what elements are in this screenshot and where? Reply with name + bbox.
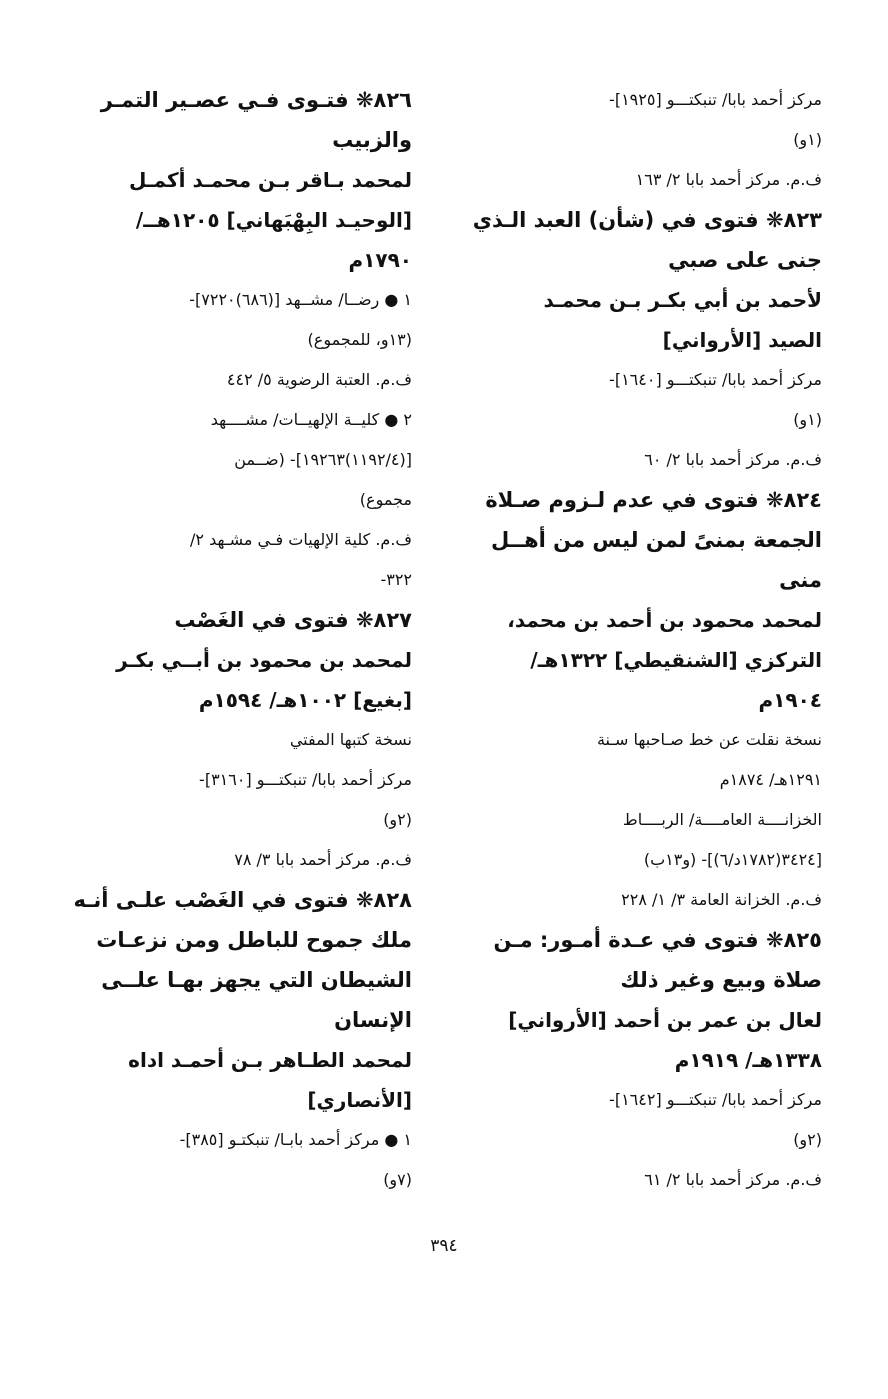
entry-author-line: ١٧٩٠م [348,248,412,272]
entry-author-line: [الوحيـد البِهْبَهاني] ١٢٠٥هــ/ [135,208,412,232]
entry-detail-line: مركز أحمد بابا/ تنبكتـــو [١٩٢٥]- [609,90,822,109]
entry-author-line: [بغيع] ١٠٠٢هـ/ ١٥٩٤م [198,688,412,712]
entry-detail-line: مركز أحمد بابا/ تنبكتـــو [١٦٤٢]- [609,1090,822,1109]
entry-author-line: لمحمد بـاقر بـن محمـد أكمـل [128,168,412,192]
entry-author-line: ١٣٣٨هـ/ ١٩١٩م [674,1048,822,1072]
entry-detail-line: (١٣و، للمجموع) [307,330,412,349]
entry-author-line: التركزي [الشنقيطي] ١٣٢٢هـ/ [530,648,822,672]
entry-title-line: منى [779,568,822,592]
page-number: ٣٩٤ [430,1236,458,1256]
entry-detail-line: ف.م. كلية الإلهيات فـي مشـهد ٢/ [190,530,412,549]
entry-detail-line: مركز أحمد بابا/ تنبكتـــو [٣١٦٠]- [199,770,412,789]
entry-title-line: الجمعة بمنىً لمن ليس من أهــل [491,528,822,552]
entry-detail-line: ٣٢٢- [380,570,412,589]
entry-author-line: [الأنصاري] [307,1088,412,1112]
entry-title-line: جنى على صبي [668,248,822,272]
entry-title-line: ملك جموح للباطل ومن نزعـات [96,928,412,952]
entry-detail-line: نسخة كتبها المفتي [289,730,412,749]
entry-detail-line: نسخة نقلت عن خط صـاحبها سـنة [596,730,822,749]
entry-title-line: ٨٢٨❋ فتوى في الغَصْب علـى أنـه [73,888,412,912]
entry-detail-line: (٧و) [383,1170,412,1189]
entry-author-line: لمحمد الطـاهر بـن أحمـد اداه [128,1048,412,1072]
entry-title-line: صلاة وبيع وغير ذلك [620,968,822,992]
entry-title-line: والزبيب [332,128,412,152]
entry-detail-line: الخزانــــة العامــــة/ الربــــاط [622,810,822,829]
entry-detail-line: ٢ ● كليــة الإلهيــات/ مشــــهد [210,410,412,429]
left-column [52,80,412,1200]
entry-title-line: ٨٢٣❋ فتوى في (شأن) العبد الـذي [472,208,822,232]
entry-detail-line: مركز أحمد بابا/ تنبكتـــو [١٦٤٠]- [609,370,822,389]
entry-detail-line: ف.م. مركز أحمد بابا ٢/ ٦١ [644,1170,822,1189]
entry-author-line: لعال بن عمر بن أحمد [الأرواني] [508,1008,822,1032]
entry-author-line: لمحمد بن محمود بن أبــي بكـر [116,648,412,672]
entry-detail-line: ف.م. مركز أحمد بابا ٣/ ٧٨ [234,850,412,869]
entry-detail-line: (١و) [793,410,822,429]
entry-detail-line: (٢و) [383,810,412,829]
entry-author-line: الصيد [الأرواني] [662,328,822,352]
entry-detail-line: ف.م. الخزانة العامة ٣/ ١/ ٢٢٨ [621,890,822,909]
entry-detail-line: ف.م. مركز أحمد بابا ٢/ ١٦٣ [635,170,822,189]
entry-detail-line: [(١١٩٢/٤)١٩٢٦٣]- (ضــمن [234,450,412,469]
entry-title-line: ٨٢٤❋ فتوى في عدم لـزوم صـلاة [485,488,822,512]
entry-title-line: الشيطان التي يجهز بهـا علــى [101,968,412,992]
entry-author-line: ١٩٠٤م [758,688,822,712]
entry-title-line: ٨٢٥❋ فتوى في عـدة أمـور: مـن [493,928,822,952]
entry-title-line: الإنسان [334,1008,412,1032]
entry-detail-line: مجموع) [359,490,412,509]
entry-detail-line: [٣٤٢٤(١٧٨٢د/٦)]- (و١٣ب) [643,850,822,869]
entry-detail-line: ١ ● رضــا/ مشــهد [(٦٨٦)٧٢٢٠]- [189,290,412,309]
entry-detail-line: (١و) [793,130,822,149]
entry-title-line: ٨٢٦❋ فتـوى فـي عصـير التمـر [100,88,412,112]
entry-author-line: لأحمد بن أبي بكـر بـن محمـد [543,288,822,312]
entry-title-line: ٨٢٧❋ فتوى في الغَصْب [174,608,412,632]
entry-detail-line: ف.م. مركز أحمد بابا ٢/ ٦٠ [644,450,822,469]
entry-detail-line: ف.م. العتبة الرضوية ٥/ ٤٤٢ [226,370,412,389]
entry-detail-line: ١٢٩١هـ/ ١٨٧٤م [719,770,822,789]
right-column [462,80,822,1200]
entry-author-line: لمحمد محمود بن أحمد بن محمد، [507,608,822,632]
entry-detail-line: ١ ● مركز أحمد بابـا/ تنبكتـو [٣٨٥]- [179,1130,412,1149]
entry-detail-line: (٢و) [793,1130,822,1149]
